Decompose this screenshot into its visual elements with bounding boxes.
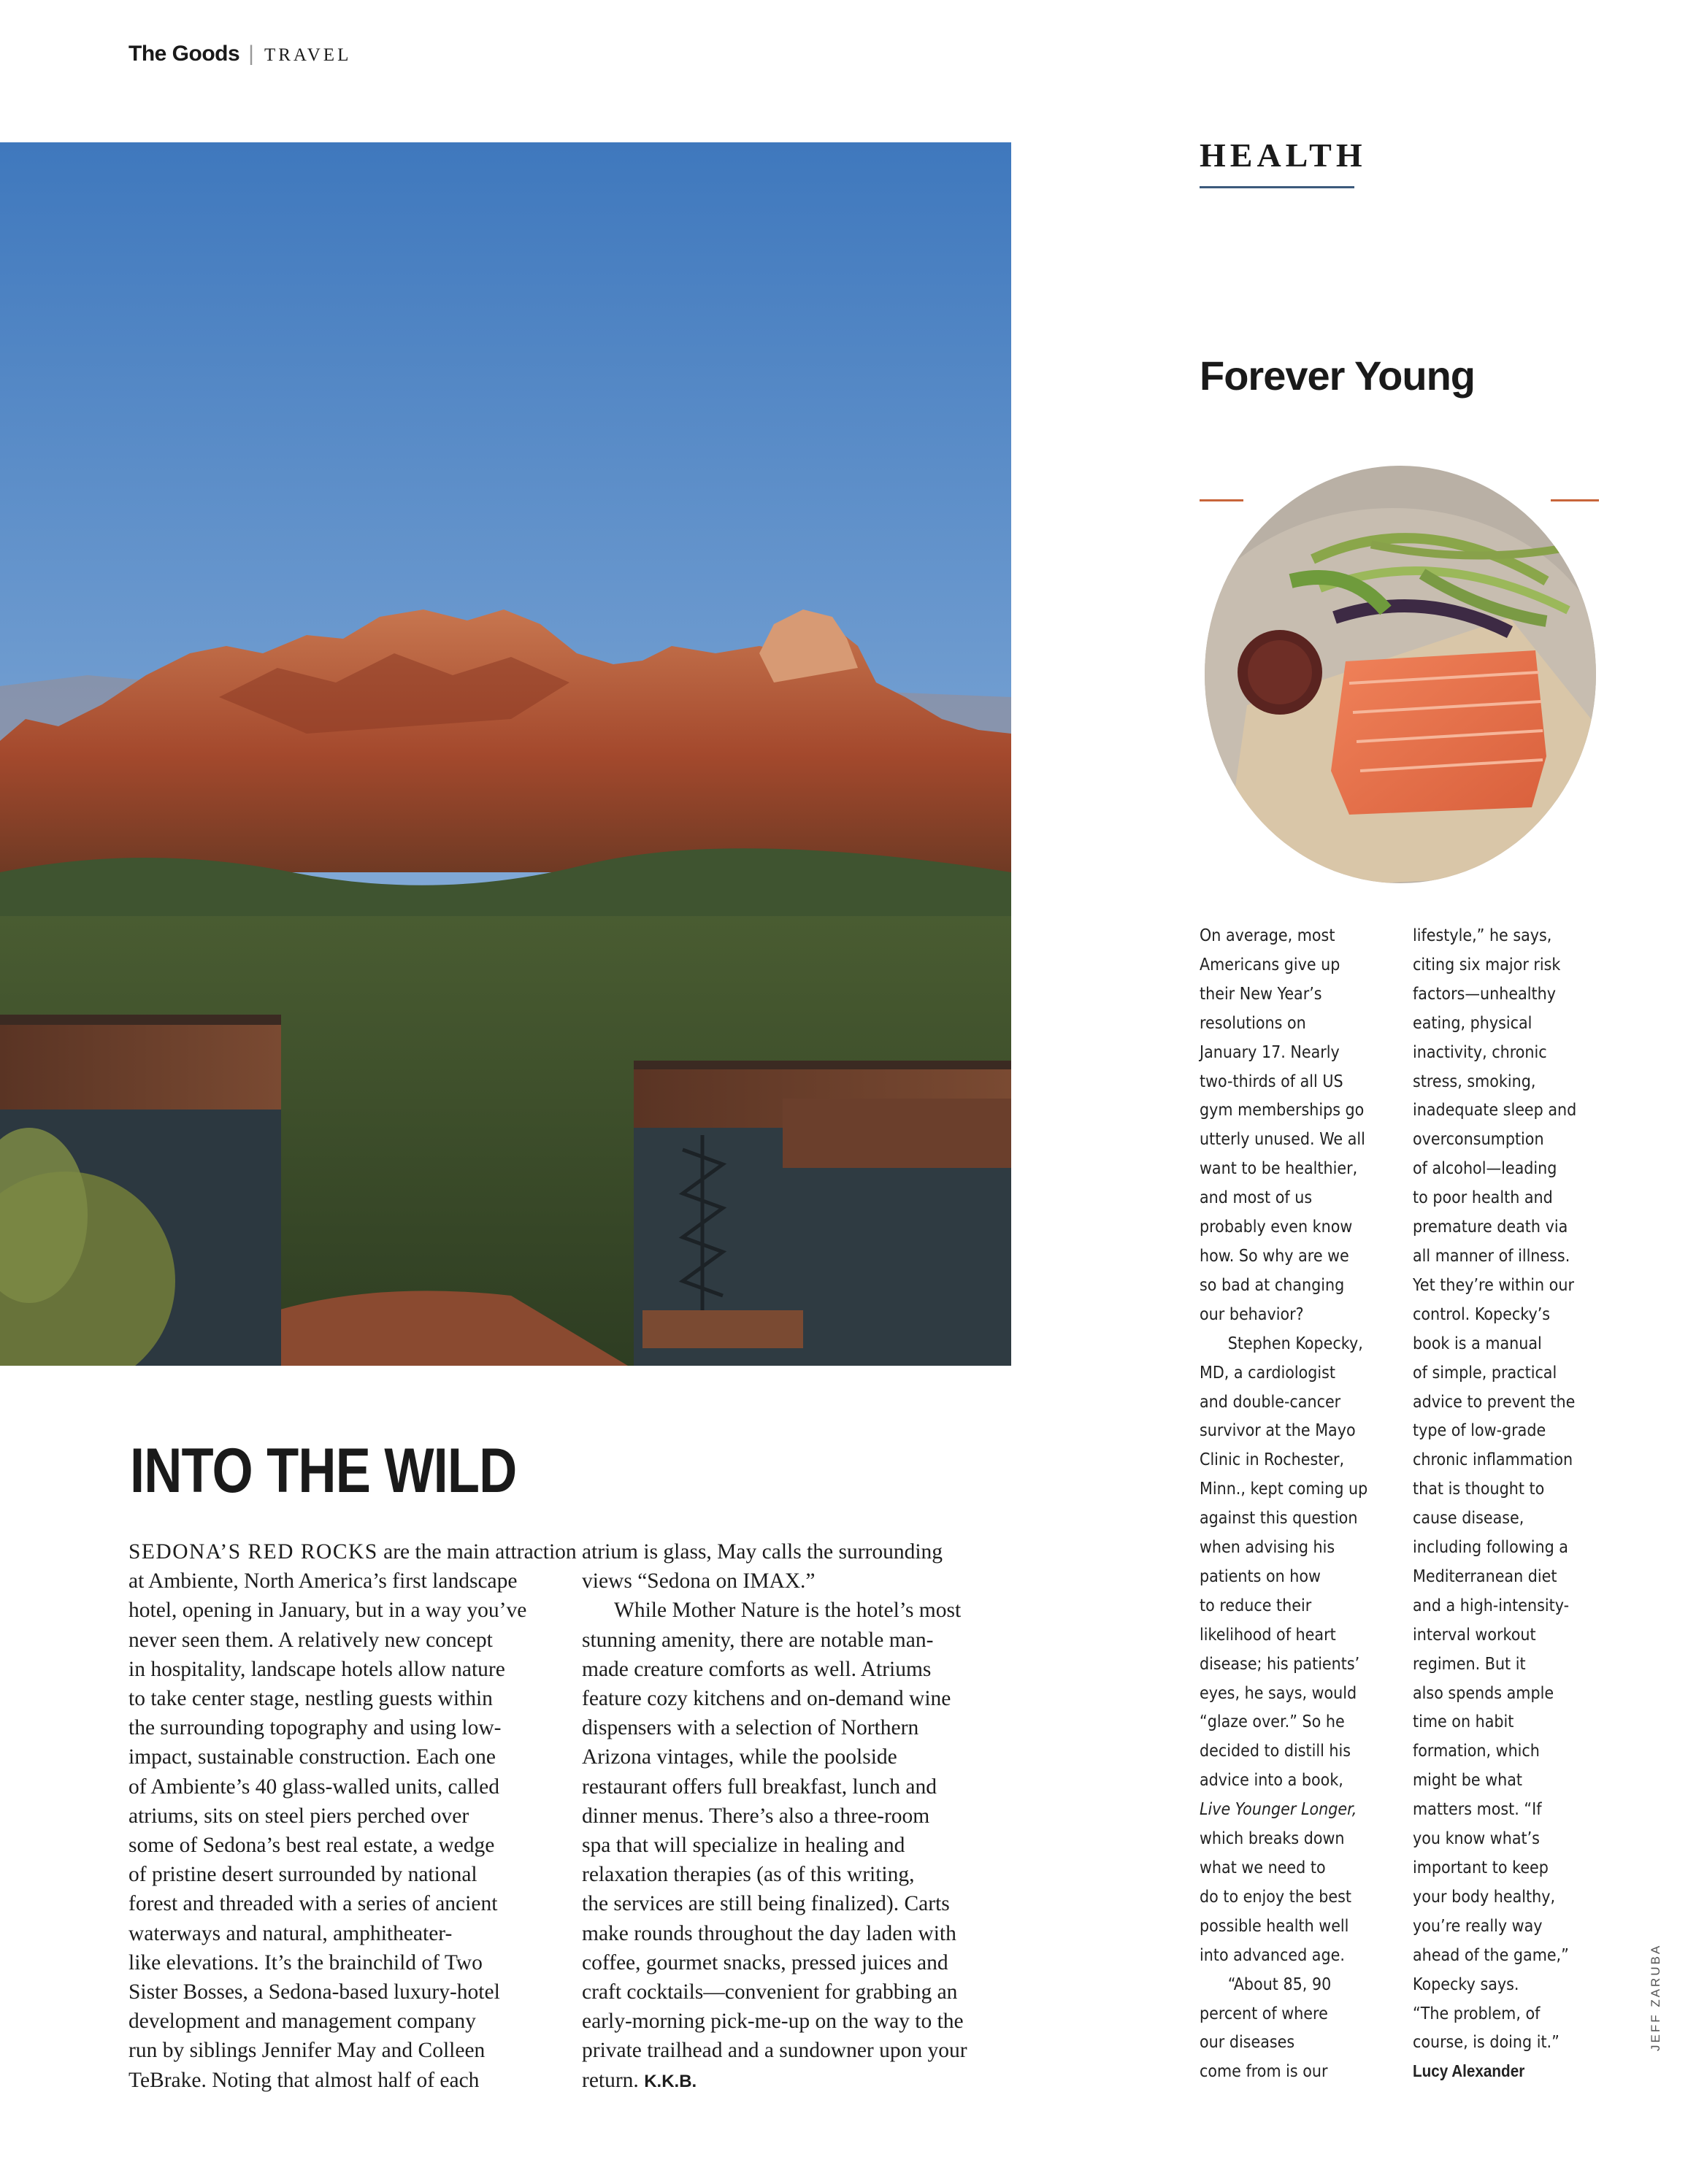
health-col2-line: Kopecky says. — [1413, 1973, 1519, 1994]
travel-col1-line: the surrounding topography and using low- — [128, 1716, 502, 1740]
health-col1-line: decided to distill his — [1200, 1740, 1351, 1761]
travel-col2-line: views “Sedona on IMAX.” — [582, 1569, 816, 1593]
author-initials: K.K.B. — [644, 2071, 697, 2091]
travel-col1-line: forest and threaded with a series of ancient — [128, 1892, 498, 1916]
sedona-hotel-photo — [0, 142, 1011, 1366]
travel-col2-line: feature cozy kitchens and on-demand wine — [582, 1687, 951, 1711]
health-col1-line: Americans give up — [1200, 953, 1340, 974]
travel-col1-line: waterways and natural, amphitheater- — [128, 1921, 453, 1945]
health-col1-line: what we need to — [1200, 1857, 1326, 1877]
health-col2-line: important to keep — [1413, 1857, 1549, 1877]
health-col1-line: Clinic in Rochester, — [1200, 1449, 1345, 1470]
health-column-1 — [1200, 921, 1367, 2086]
health-col2-line: premature death via — [1413, 1216, 1568, 1237]
author-byline: Lucy Alexander — [1413, 2061, 1525, 2081]
health-col1-line: when advising his — [1200, 1537, 1335, 1558]
health-label-underline — [1200, 186, 1354, 188]
health-col2-line: also spends ample — [1413, 1682, 1554, 1703]
health-col2-line: overconsumption — [1413, 1128, 1544, 1150]
health-col1-line: do to enjoy the best — [1200, 1885, 1351, 1907]
landscape-illustration — [0, 142, 1011, 1366]
travel-col1-line: of pristine desert surrounded by national — [128, 1863, 477, 1887]
health-col1-line-text: “About 85, 90 — [1227, 1973, 1332, 1994]
travel-col2-line: Arizona vintages, while the poolside — [582, 1745, 897, 1769]
health-col1-line: two-thirds of all US — [1200, 1070, 1343, 1091]
health-col1-line: survivor at the Mayo — [1200, 1420, 1356, 1441]
health-col2-line: formation, which — [1413, 1740, 1540, 1761]
travel-col1-line: some of Sedona’s best real estate, a wedge — [128, 1834, 495, 1858]
health-col2-line: control. Kopecky’s — [1413, 1303, 1551, 1324]
travel-col1-line: run by siblings Jennifer May and Colleen — [128, 2039, 486, 2063]
travel-lead-line — [128, 1537, 577, 1566]
health-col2-line: and a high-intensity- — [1413, 1594, 1570, 1615]
travel-col1-line: hotel, opening in January, but in a way you’ve — [128, 1599, 527, 1623]
travel-col2-line: coffee, gourmet snacks, pressed juices and — [582, 1950, 948, 1975]
health-col1-line: probably even know — [1200, 1216, 1353, 1237]
health-col2-line: factors—unhealthy — [1413, 983, 1556, 1004]
health-col1-line: want to be healthier, — [1200, 1158, 1358, 1179]
health-indent-line — [1200, 1970, 1367, 1999]
health-section-label: HEALTH — [1200, 136, 1367, 174]
health-col1-line: MD, a cardiologist — [1200, 1361, 1336, 1383]
health-col2-line: Mediterranean diet — [1413, 1565, 1557, 1586]
food-plate-illustration — [1203, 464, 1606, 888]
travel-paragraph-indent-line — [582, 1596, 1020, 1625]
travel-last-line — [582, 2066, 1020, 2096]
health-col2-line: that is thought to — [1413, 1478, 1545, 1499]
health-col2-line: citing six major risk — [1413, 953, 1561, 974]
travel-headline: INTO THE WILD — [130, 1436, 517, 1506]
health-col1-line: which breaks down — [1200, 1828, 1345, 1849]
health-col2-line: lifestyle,” he says, — [1413, 925, 1552, 945]
health-col2-line: cause disease, — [1413, 1507, 1524, 1529]
travel-col2-line: spa that will specialize in healing and — [582, 1834, 905, 1858]
travel-col2-line: dinner menus. There’s also a three-room — [582, 1804, 930, 1828]
health-col1-line: “glaze over.” So he — [1200, 1711, 1345, 1732]
health-col1-line: On average, most — [1200, 925, 1335, 945]
health-col2-line: matters most. “If — [1413, 1799, 1542, 1820]
travel-col1-line: Sister Bosses, a Sedona-based luxury-hotel — [128, 1980, 500, 2004]
health-headline: Forever Young — [1200, 353, 1476, 399]
health-col1-line: January 17. Nearly — [1200, 1041, 1340, 1062]
lead-in-small-caps: SEDONA’S RED ROCKS — [128, 1540, 378, 1564]
health-col1-line-text: Stephen Kopecky, — [1227, 1332, 1363, 1353]
travel-col1-line: in hospitality, landscape hotels allow nature — [128, 1657, 505, 1681]
health-col1-line: to reduce their — [1200, 1594, 1312, 1615]
health-col1-line: Minn., kept coming up — [1200, 1478, 1368, 1499]
health-col2-line: eating, physical — [1413, 1012, 1532, 1033]
travel-col2-line: made creature comforts as well. Atriums — [582, 1657, 932, 1681]
health-col1-line: likelihood of heart — [1200, 1623, 1336, 1645]
health-col2-line: all manner of illness. — [1413, 1245, 1570, 1266]
health-col2-line: time on habit — [1413, 1711, 1514, 1732]
health-col2-line: inactivity, chronic — [1413, 1041, 1547, 1062]
travel-column-2 — [582, 1537, 1020, 2096]
travel-col1-line: impact, sustainable construction. Each one — [128, 1745, 496, 1769]
travel-col1-line: TeBrake. Noting that almost half of each — [128, 2068, 480, 2092]
health-col1-line: their New Year’s — [1200, 983, 1322, 1004]
travel-col1-line: of Ambiente’s 40 glass-walled units, called — [128, 1774, 499, 1799]
travel-col2-line: private trailhead and a sundowner upon your — [582, 2039, 967, 2063]
health-col1-line: and most of us — [1200, 1187, 1313, 1208]
travel-col1-line: to take center stage, nestling guests within — [128, 1687, 493, 1711]
health-col1-line: how. So why are we — [1200, 1245, 1349, 1266]
travel-last-line-text: return. — [582, 2068, 645, 2092]
health-column-2 — [1413, 921, 1576, 2086]
health-col1-line: utterly unused. We all — [1200, 1128, 1365, 1150]
travel-col1-line: development and management company — [128, 2010, 476, 2034]
travel-col1-line: like elevations. It’s the brainchild of Two — [128, 1950, 483, 1975]
health-col1-line: patients on how — [1200, 1565, 1321, 1586]
health-col1-line: disease; his patients’ — [1200, 1653, 1360, 1674]
health-col2-line: including following a — [1413, 1537, 1568, 1558]
health-col2-line: interval workout — [1413, 1623, 1536, 1645]
travel-col1-line: at Ambiente, North America’s first landscape — [128, 1569, 518, 1593]
running-header — [128, 41, 351, 69]
travel-col2-line: the services are still being finalized). Carts — [582, 1892, 950, 1916]
health-col2-line: ahead of the game,” — [1413, 1944, 1569, 1965]
health-col2-line: “The problem, of — [1413, 2002, 1541, 2023]
travel-col2-line: relaxation therapies (as of this writing, — [582, 1863, 915, 1887]
health-col2-line: advice to prevent the — [1413, 1391, 1576, 1412]
brand-label: The Goods — [128, 42, 240, 66]
travel-col1-line: atriums, sits on steel piers perched over — [128, 1804, 469, 1828]
health-col2-line: you’re really way — [1413, 1915, 1543, 1936]
health-col1-line: against this question — [1200, 1507, 1358, 1529]
header-separator: | — [248, 42, 254, 66]
health-col1-line: possible health well — [1200, 1915, 1349, 1936]
health-col1-line: eyes, he says, would — [1200, 1682, 1357, 1703]
salmon-plate-photo — [1203, 464, 1606, 888]
health-col2-line: regimen. But it — [1413, 1653, 1526, 1674]
section-label: TRAVEL — [264, 45, 352, 65]
health-col1-line: into advanced age. — [1200, 1944, 1345, 1965]
travel-column-1 — [128, 1537, 577, 2095]
health-col2-line: to poor health and — [1413, 1187, 1553, 1208]
book-title: Live Younger Longer, — [1200, 1799, 1357, 1820]
health-col1-line: our behavior? — [1200, 1303, 1304, 1324]
travel-col1-line: never seen them. A relatively new concept — [128, 1628, 493, 1652]
health-col2-line: might be what — [1413, 1769, 1523, 1791]
travel-col2-line: dispensers with a selection of Northern — [582, 1716, 919, 1740]
health-col2-line: Yet they’re within our — [1413, 1274, 1574, 1295]
health-col1-line: and double-cancer — [1200, 1391, 1341, 1412]
health-col2-line: type of low-grade — [1413, 1420, 1546, 1441]
health-col2-line: your body healthy, — [1413, 1885, 1556, 1907]
health-col2-line: inadequate sleep and — [1413, 1099, 1577, 1120]
travel-col2-line: craft cocktails—convenient for grabbing an — [582, 1980, 958, 2004]
health-col2-line: of simple, practical — [1413, 1361, 1557, 1383]
health-col2-line: you know what’s — [1413, 1828, 1540, 1849]
health-indent-line — [1200, 1329, 1367, 1358]
travel-col2-line: restaurant offers full breakfast, lunch and — [582, 1774, 937, 1799]
health-col1-line: gym memberships go — [1200, 1099, 1365, 1120]
travel-col2-line: early-morning pick-me-up on the way to the — [582, 2010, 964, 2034]
health-col1-line: advice into a book, — [1200, 1769, 1343, 1791]
health-col1-line: our diseases — [1200, 2031, 1295, 2053]
health-col2-line: book is a manual — [1413, 1332, 1542, 1353]
health-col1-line: come from is our — [1200, 2061, 1328, 2082]
lead-in-rest: are the main attraction — [377, 1540, 577, 1564]
health-col2-line: course, is doing it.” — [1413, 2031, 1560, 2053]
health-col1-line: resolutions on — [1200, 1012, 1306, 1033]
travel-col2-line: stunning amenity, there are notable man- — [582, 1628, 934, 1652]
health-col2-line: stress, smoking, — [1413, 1070, 1536, 1091]
travel-col2-line: make rounds throughout the day laden with — [582, 1921, 956, 1945]
travel-col2-line: atrium is glass, May calls the surrounding — [582, 1540, 943, 1564]
photo-credit: JEFF ZARUBA — [1649, 1943, 1662, 2051]
travel-col2-line-text: While Mother Nature is the hotel’s most — [614, 1599, 962, 1623]
health-col1-line: percent of where — [1200, 2002, 1328, 2023]
health-col2-line: of alcohol—leading — [1413, 1158, 1557, 1179]
health-col1-line: so bad at changing — [1200, 1274, 1345, 1295]
health-col2-line: chronic inflammation — [1413, 1449, 1573, 1470]
